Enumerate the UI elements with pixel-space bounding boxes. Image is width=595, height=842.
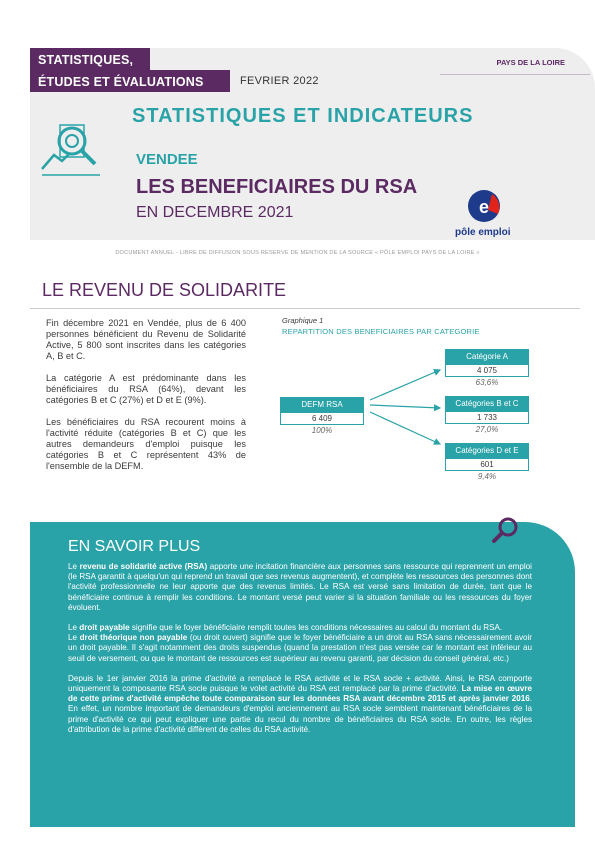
header-margin (0, 48, 30, 240)
category-de-box (445, 443, 529, 481)
bold-term: La mise en œuvre de cette prime d'activité empêche toute comparaison sur les données RSA avant décembre 2015 et après janvier 2016 (68, 684, 533, 704)
text: Depuis le 1er janvier 2016 la prime d'activité a remplacé le RSA activité et le RSA socle + activité. Ainsi, le RSA comporte uniquement la composante RSA socle puisque le volet activité du RSA est remplacé par la prime d'activité. (68, 673, 532, 694)
pole-emploi-logo-text: pôle emploi (455, 227, 511, 238)
main-title: STATISTIQUES ET INDICATEURS (132, 105, 474, 127)
bold-term: droit théorique non payable (79, 633, 188, 643)
info-paragraph (68, 674, 532, 735)
text: Le (68, 562, 80, 571)
text: apporte une incitation financière aux personnes sans ressource qui reprennent un emploi (le RSA garantit à quelqu'un qui reprend un travail que ses revenus augmentent), et complète les ressources des personnes dont l'activité professionnelle ne leur apporte que des revenus limités. Le RSA est versé sans limitation de durée, tant que le bénéficiaire continue à remplir les conditions. Le montant versé peut varier si la situation familiale ou les ressources du foyer évoluent. (68, 562, 532, 612)
defm-rsa-box (280, 397, 364, 435)
department-label: VENDEE (136, 151, 198, 168)
document-title: LES BENEFICIAIRES DU RSA (136, 176, 418, 198)
search-icon (490, 515, 520, 545)
section-title: LE REVENU DE SOLIDARITE (42, 280, 287, 300)
text: . En effet, un nombre important de demandeurs d'emploi anciennement au RSA socle semblent maintenant bénéficiaires de la prime d'activité ce qui peut expliquer une partie du recul du nombre de bénéficiaires du RSA socle. En outre, les règles d'attribution de la prime d'activité diffèrent de celles du RSA activité. (68, 694, 532, 734)
paragraph: La catégorie A est prédominante dans les bénéficiaires du RSA (64%), devant les catégories B et C (27%) et D et E (9%). (46, 373, 246, 405)
box-label: Catégories B et C (445, 396, 529, 411)
body-text (46, 318, 246, 483)
box-label: Catégorie A (445, 349, 529, 364)
graph-arrows (370, 360, 450, 460)
brand-line-2: ÉTUDES ET ÉVALUATIONS (30, 70, 230, 92)
brand-line-1: STATISTIQUES, (30, 48, 150, 70)
document-subtitle: EN DECEMBRE 2021 (136, 204, 294, 221)
text: Le (68, 633, 80, 643)
header-rule (440, 74, 590, 75)
brand-block (30, 48, 240, 92)
text: signifie que le foyer bénéficiaire remplit toutes les conditions nécessaires au calcul du montant du RSA. (129, 623, 503, 633)
info-paragraph (68, 623, 532, 633)
region-label: PAYS DE LA LOIRE (496, 58, 565, 67)
disclaimer: DOCUMENT ANNUEL - LIBRE DE DIFFUSION SOUS RESERVE DE MENTION DE LA SOURCE « PÔLE EMPLOI PAYS DE LA LOIRE » (115, 250, 480, 256)
graph-caption: Graphique 1 (282, 316, 324, 325)
text: (ou droit ouvert) signifie que le foyer bénéficiaire a un droit au RSA sans nécessairement avoir un droit payable. Il s'agit notamment des droits suspendus (quand la prestation n'est pas versée car le montant est inférieur au seuil de versement, ou que le montant de ressources est supérieur au revenu garanti, par décision du conseil général, etc.) (68, 633, 533, 663)
category-a-box (445, 349, 529, 387)
box-percent: 27,0% (475, 425, 499, 434)
publication-date: FEVRIER 2022 (240, 75, 319, 87)
bold-term: revenu de solidarité active (RSA) (79, 562, 208, 571)
box-value: 4 075 (445, 364, 529, 377)
section-divider (30, 308, 580, 309)
text: Le (68, 623, 80, 633)
info-text (68, 562, 532, 745)
category-bc-box (445, 396, 529, 434)
box-percent: 100% (311, 426, 333, 435)
statistics-magnifier-icon (40, 117, 110, 177)
box-value: 601 (445, 458, 529, 471)
box-label: Catégories D et E (445, 443, 529, 458)
svg-text:e: e (479, 197, 490, 217)
info-paragraph (68, 633, 532, 664)
paragraph: Fin décembre 2021 en Vendée, plus de 6 400 personnes bénéficient du Revenu de Solidarité Active, 5 800 sont inscrites dans les catégories A, B et C. (46, 318, 246, 361)
info-paragraph (68, 562, 532, 613)
box-label: DEFM RSA (280, 397, 364, 412)
bold-term: droit payable (79, 623, 130, 633)
box-percent: 9,4% (477, 472, 497, 481)
paragraph: Les bénéficiaires du RSA recourent moins à l'activité réduite (catégories B et C) que les autres demandeurs d'emploi puisque les catégories B et C représentent 43% de l'ensemble de la DEFM. (46, 417, 246, 471)
graph-title: REPARTITION DES BENEFICIAIRES PAR CATEGORIE (282, 327, 480, 336)
box-value: 6 409 (280, 412, 364, 425)
box-percent: 63,6% (475, 378, 499, 387)
info-title: EN SAVOIR PLUS (68, 538, 201, 555)
box-value: 1 733 (445, 411, 529, 424)
